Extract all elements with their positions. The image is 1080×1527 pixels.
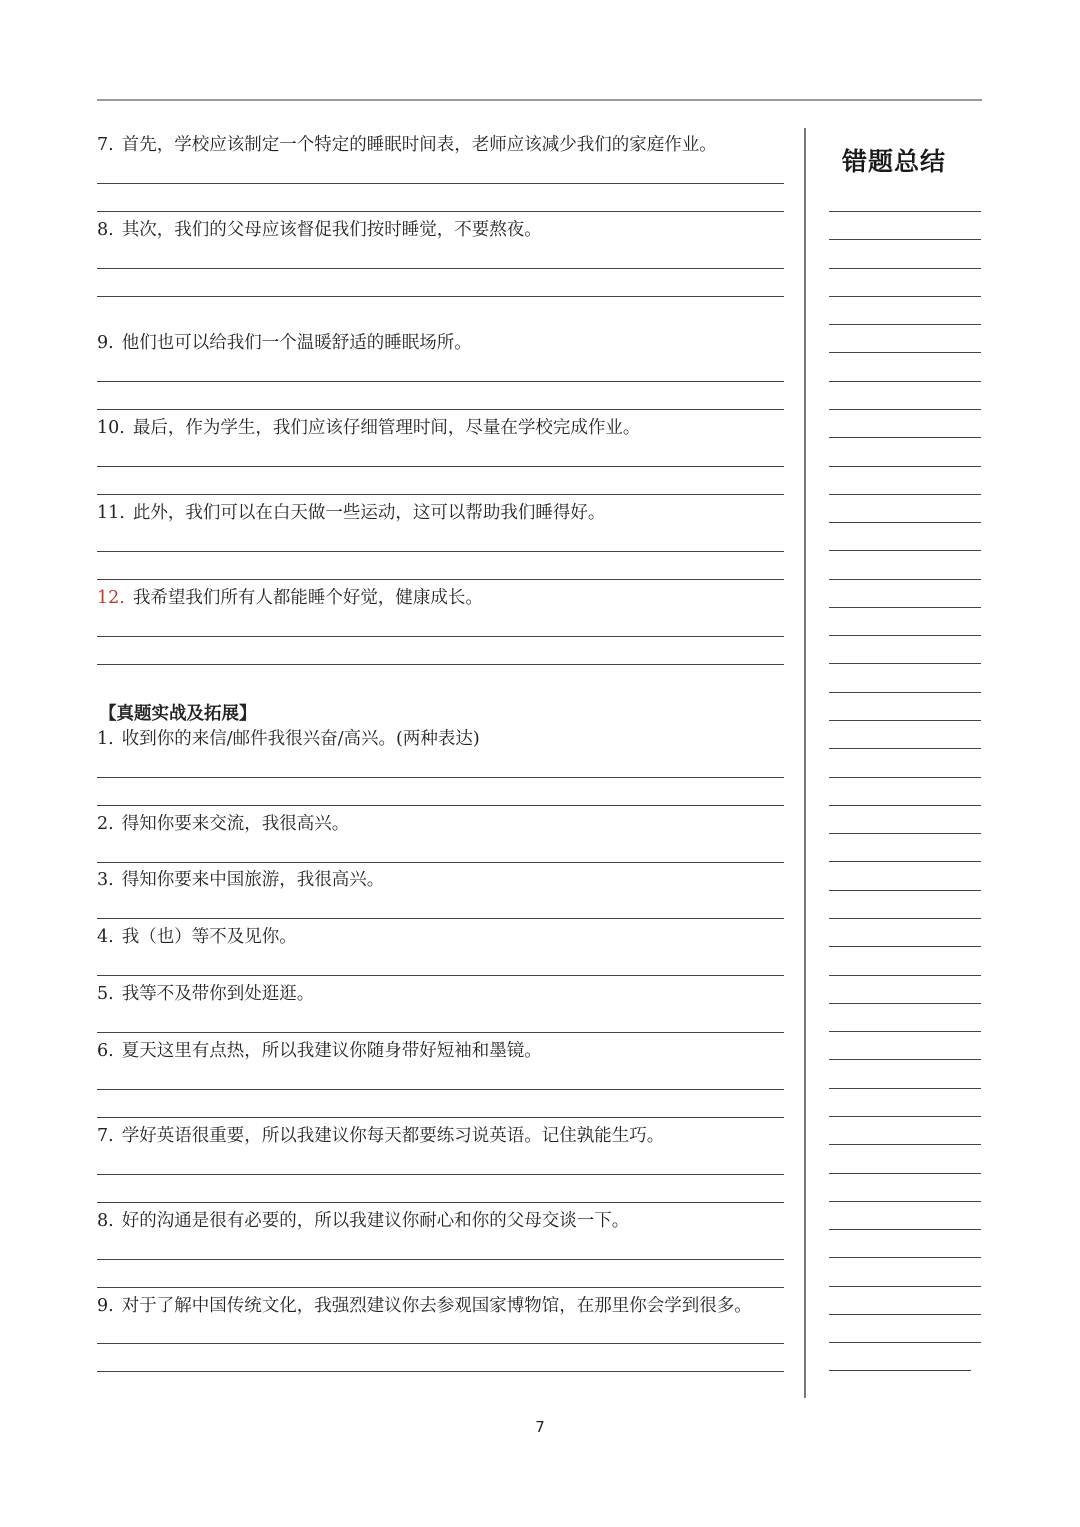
answer-line[interactable] [97,1259,784,1260]
answer-line[interactable] [97,494,784,495]
answer-line[interactable] [97,1202,784,1203]
sidebar-writing-line[interactable] [829,748,981,749]
question-number: 1. [97,729,114,749]
answer-line[interactable] [97,918,784,919]
question-p2-8 [97,1210,629,1232]
question-p2-1 [97,728,480,750]
question-p2-4 [97,926,297,948]
sidebar-writing-line[interactable] [829,1003,981,1004]
question-number: 7. [97,1126,114,1146]
question-p2-2 [97,813,349,835]
question-number: 12. [97,588,125,608]
question-number: 9. [97,333,114,353]
answer-line[interactable] [97,975,784,976]
question-text: 对于了解中国传统文化，我强烈建议你去参观国家博物馆，在那里你会学到很多。 [121,1296,752,1316]
question-p2-5 [97,983,314,1005]
question-text: 他们也可以给我们一个温暖舒适的睡眠场所。 [121,333,472,353]
sidebar-writing-line[interactable] [829,1257,981,1258]
question-p1-9 [97,332,472,354]
sidebar-writing-line[interactable] [829,466,981,467]
question-text: 夏天这里有点热，所以我建议你随身带好短袖和墨镜。 [121,1041,542,1061]
section-heading: 【真题实战及拓展】 [99,704,257,724]
answer-line[interactable] [97,1343,784,1344]
question-p1-11 [97,502,605,524]
question-text: 好的沟通是很有必要的，所以我建议你耐心和你的父母交谈一下。 [121,1211,630,1231]
answer-line[interactable] [97,579,784,580]
question-p1-12 [97,587,483,609]
question-number: 3. [97,870,114,890]
sidebar-writing-line[interactable] [829,692,981,693]
question-number: 11. [97,503,125,523]
column-divider [804,128,806,1398]
answer-line[interactable] [97,636,784,637]
question-number: 8. [97,220,114,240]
sidebar-writing-line[interactable] [829,1116,981,1117]
sidebar-writing-line[interactable] [829,946,981,947]
answer-line[interactable] [97,1032,784,1033]
question-text: 此外，我们可以在白天做一些运动，这可以帮助我们睡得好。 [132,503,606,523]
answer-line[interactable] [97,268,784,269]
sidebar-writing-line[interactable] [829,268,981,269]
sidebar-writing-line[interactable] [829,635,981,636]
question-number: 2. [97,814,114,834]
sidebar-writing-line[interactable] [829,1370,971,1371]
question-text: 首先，学校应该制定一个特定的睡眠时间表，老师应该减少我们的家庭作业。 [121,135,717,155]
sidebar-writing-line[interactable] [829,1031,981,1032]
question-number: 5. [97,984,114,1004]
answer-line[interactable] [97,409,784,410]
question-text: 得知你要来中国旅游，我很高兴。 [121,870,385,890]
answer-line[interactable] [97,296,784,297]
sidebar-writing-line[interactable] [829,607,981,608]
sidebar-writing-line[interactable] [829,720,981,721]
sidebar-writing-line[interactable] [829,1286,981,1287]
top-rule [97,99,982,101]
sidebar-writing-line[interactable] [829,550,981,551]
question-p1-8 [97,219,542,241]
sidebar-writing-line[interactable] [829,1342,981,1343]
question-number: 8. [97,1211,114,1231]
page-number: 7 [535,1418,545,1436]
sidebar-writing-line[interactable] [829,1229,981,1230]
question-p2-3 [97,869,384,891]
question-text: 学好英语很重要，所以我建议你每天都要练习说英语。记住孰能生巧。 [121,1126,665,1146]
answer-line[interactable] [97,381,784,382]
answer-line[interactable] [97,1117,784,1118]
answer-line[interactable] [97,183,784,184]
question-text: 收到你的来信/邮件我很兴奋/高兴。(两种表达) [121,729,480,749]
answer-line[interactable] [97,1174,784,1175]
sidebar-writing-line[interactable] [829,494,981,495]
sidebar-writing-line[interactable] [829,437,981,438]
answer-line[interactable] [97,664,784,665]
question-p2-7 [97,1125,664,1147]
question-text: 得知你要来交流，我很高兴。 [121,814,350,834]
answer-line[interactable] [97,1089,784,1090]
sidebar-writing-line[interactable] [829,777,981,778]
sidebar-writing-line[interactable] [829,833,981,834]
question-number: 4. [97,927,114,947]
question-text: 最后，作为学生，我们应该仔细管理时间，尽量在学校完成作业。 [132,418,641,438]
question-text: 其次，我们的父母应该督促我们按时睡觉，不要熬夜。 [121,220,542,240]
sidebar-writing-line[interactable] [829,890,981,891]
sidebar-writing-line[interactable] [829,296,981,297]
answer-line[interactable] [97,466,784,467]
question-text: 我等不及带你到处逛逛。 [121,984,315,1004]
sidebar-writing-line[interactable] [829,522,981,523]
question-number: 6. [97,1041,114,1061]
answer-line[interactable] [97,805,784,806]
sidebar-writing-line[interactable] [829,381,981,382]
sidebar-writing-line[interactable] [829,1144,981,1145]
sidebar-writing-line[interactable] [829,975,981,976]
question-p1-7 [97,134,717,156]
question-text: 我（也）等不及见你。 [121,927,297,947]
sidebar-writing-line[interactable] [829,239,981,240]
sidebar-writing-line[interactable] [829,1314,981,1315]
answer-line[interactable] [97,1371,784,1372]
sidebar-writing-line[interactable] [829,663,981,664]
question-number: 10. [97,418,125,438]
sidebar-writing-line[interactable] [829,1173,981,1174]
sidebar-writing-line[interactable] [829,409,981,410]
sidebar-writing-line[interactable] [829,211,981,212]
sidebar-writing-line[interactable] [829,861,981,862]
sidebar-writing-line[interactable] [829,1059,981,1060]
sidebar-writing-line[interactable] [829,352,981,353]
answer-line[interactable] [97,1287,784,1288]
question-text: 我希望我们所有人都能睡个好觉，健康成长。 [132,588,483,608]
question-p2-9 [97,1295,752,1317]
sidebar-writing-line[interactable] [829,1088,981,1089]
sidebar-writing-line[interactable] [829,1201,981,1202]
question-number: 9. [97,1296,114,1316]
sidebar-writing-line[interactable] [829,918,981,919]
sidebar-writing-line[interactable] [829,805,981,806]
answer-line[interactable] [97,862,784,863]
answer-line[interactable] [97,777,784,778]
sidebar-title: 错题总结 [842,147,947,176]
answer-line[interactable] [97,551,784,552]
question-number: 7. [97,135,114,155]
question-p1-10 [97,417,640,439]
sidebar-writing-line[interactable] [829,579,981,580]
sidebar-writing-line[interactable] [829,324,981,325]
question-p2-6 [97,1040,542,1062]
answer-line[interactable] [97,211,784,212]
